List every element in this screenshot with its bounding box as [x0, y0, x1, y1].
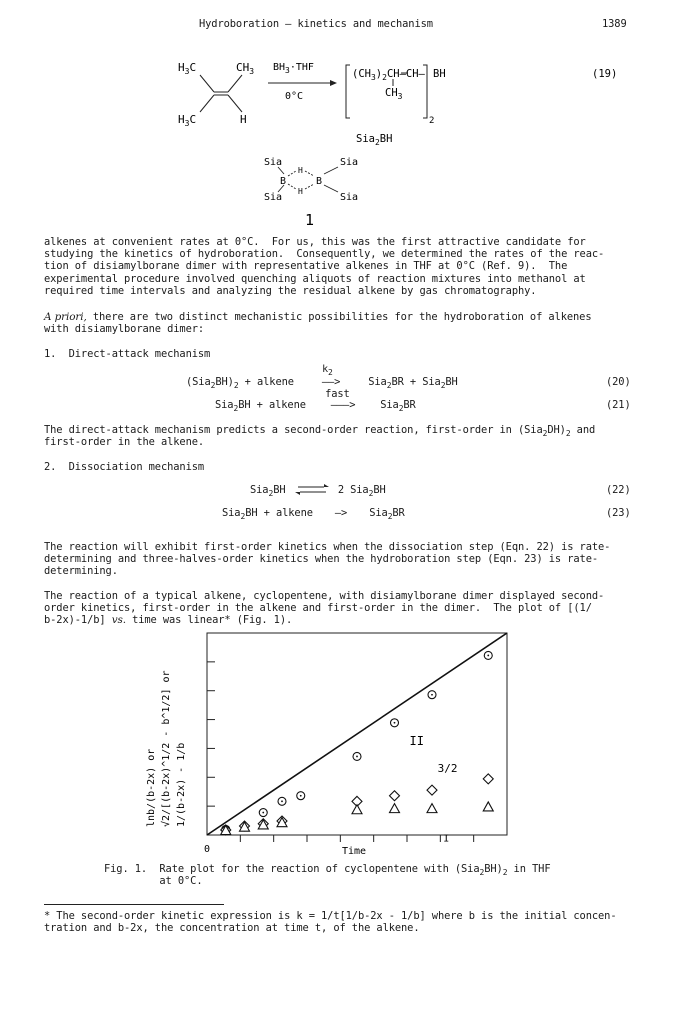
- mechanism-1-heading: 1. Direct-attack mechanism: [44, 348, 211, 360]
- data-point-order-3-2: [483, 774, 493, 784]
- svg-text:Sia: Sia: [340, 192, 359, 203]
- data-point-center: [262, 812, 264, 814]
- svg-text:B: B: [316, 176, 323, 187]
- x-origin-label: 0: [204, 844, 211, 855]
- series-label-order-2: II: [409, 734, 424, 749]
- data-point-center: [281, 800, 283, 802]
- alkene-h3c-top: $H_3C$: [178, 61, 197, 76]
- svg-text:H: H: [298, 187, 303, 196]
- figure-caption: Fig. 1. Rate plot for the reaction of cyclopentene with $(Sia_2BH)_2$ in THF at 0°C.: [104, 863, 551, 888]
- rate-plot: [130, 630, 510, 860]
- product-methyl: $CH_3$: [385, 87, 403, 101]
- data-point-center: [356, 756, 358, 758]
- svg-text:H: H: [298, 166, 303, 175]
- data-point-center: [431, 694, 433, 696]
- product-formula: $(CH_3)_2CH-CH-$: [352, 68, 425, 82]
- reaction-scheme: [0, 50, 679, 230]
- equation-20: $(Sia_2BH)_2$ + alkene $k_2$ ——> Sia$_2$BR + Sia$_2$BH: [186, 364, 458, 390]
- eq-number-19: (19): [592, 68, 618, 80]
- product-name: Sia$_2$BH: [356, 133, 393, 147]
- series-label-order-3-2: 3/2: [437, 762, 458, 776]
- alkene-skeleton: [200, 75, 242, 112]
- equilibrium-arrows: [292, 484, 332, 496]
- paragraph-direct-attack: The direct-attack mechanism predicts a second-order reaction, first-order in $(Sia_2DH)_2$ and first-order in the alkene.: [44, 424, 596, 449]
- y-axis-label-sqrt: √2/[(b-2x)^1/2 - b^1/2] or: [161, 670, 172, 827]
- eq-number-22: (22): [606, 484, 631, 496]
- page-number: 1389: [602, 18, 627, 30]
- equation-23: Sia$_2$BH + alkene —> Sia$_2$BR: [222, 507, 405, 521]
- product-subscript: 2: [429, 116, 435, 126]
- svg-text:Sia: Sia: [340, 157, 359, 168]
- alkene-ch3-top: $CH_3$: [236, 61, 255, 76]
- data-point-order-1: [427, 804, 437, 813]
- mechanism-2-heading: 2. Dissociation mechanism: [44, 461, 205, 473]
- y-axis-label-ln: lnb/(b-2x) or: [146, 748, 157, 827]
- series-label-order-1: I: [443, 833, 450, 845]
- svg-text:B: B: [280, 176, 287, 187]
- alkene-h-bottom: H: [240, 113, 247, 126]
- product-boron: BH: [433, 68, 446, 80]
- data-point-center: [487, 655, 489, 657]
- compound-number: 1: [305, 211, 315, 229]
- condition-label: 0°C: [285, 91, 304, 102]
- paragraph-cyclopentene: The reaction of a typical alkene, cyclopentene, with disiamylborane dimer displayed second- order kinetics, first-order in the alkene and first-order in the dimer. The plot of [(1/ b-2x)-1/b] vs. time was linear* (Fig. 1).: [44, 590, 605, 627]
- data-point-order-1: [390, 804, 400, 813]
- reagent-label: $BH_3\cdot THF$: [273, 62, 314, 75]
- data-point-order-1: [352, 805, 362, 814]
- data-point-order-3-2: [390, 791, 400, 801]
- equation-21: Sia$_2$BH + alkene fast ———> Sia$_2$BR: [215, 388, 416, 413]
- dimer-structure: [264, 157, 358, 203]
- eq-number-20: (20): [606, 376, 631, 388]
- running-title: Hydroboration — kinetics and mechanism: [199, 18, 433, 30]
- data-point-order-1: [483, 802, 493, 811]
- svg-text:Sia: Sia: [264, 157, 283, 168]
- alkene-h3c-bottom: $H_3C$: [178, 113, 197, 128]
- equation-22: Sia$_2$BH 2 Sia$_2$BH: [250, 484, 386, 498]
- paragraph-intro: alkenes at convenient rates at 0°C. For us, this was the first attractive candidate for studying the kinetics of hydroboration. Consequently, we determined the rates of the reac- tion of disiamylborane dimer with representative alkenes in THF at 0°C (Ref. 9). The experimental procedure involved quenching aliquots of reaction mixtures into methanol at required time intervals and analyzing the residual alkene by gas chromatography.: [44, 236, 605, 297]
- footnote-rule: [44, 904, 224, 905]
- y-axis-label-reciprocal: 1/(b-2x) - 1/b: [176, 742, 187, 827]
- eq-number-23: (23): [606, 507, 631, 519]
- data-point-center: [394, 722, 396, 724]
- svg-text:Sia: Sia: [264, 192, 283, 203]
- data-point-center: [300, 795, 302, 797]
- data-point-order-3-2: [427, 785, 437, 795]
- x-axis-label: Time: [342, 846, 367, 857]
- footnote: * The second-order kinetic expression is k = 1/t[1/b-2x - 1/b] where b is the initial concen- tration and b-2x, the concentration at time t, of the alkene.: [44, 910, 617, 935]
- paragraph-a-priori: A priori, there are two distinct mechanistic possibilities for the hydroboration of alkenes with disiamylborane dimer:: [44, 311, 592, 336]
- paragraph-dissociation: The reaction will exhibit first-order kinetics when the dissociation step (Eqn. 22) is rate- determining and three-halves-order kinetics when the hydroboration step (Eqn. 23) is rate- determining.: [44, 541, 611, 578]
- eq-number-21: (21): [606, 399, 631, 411]
